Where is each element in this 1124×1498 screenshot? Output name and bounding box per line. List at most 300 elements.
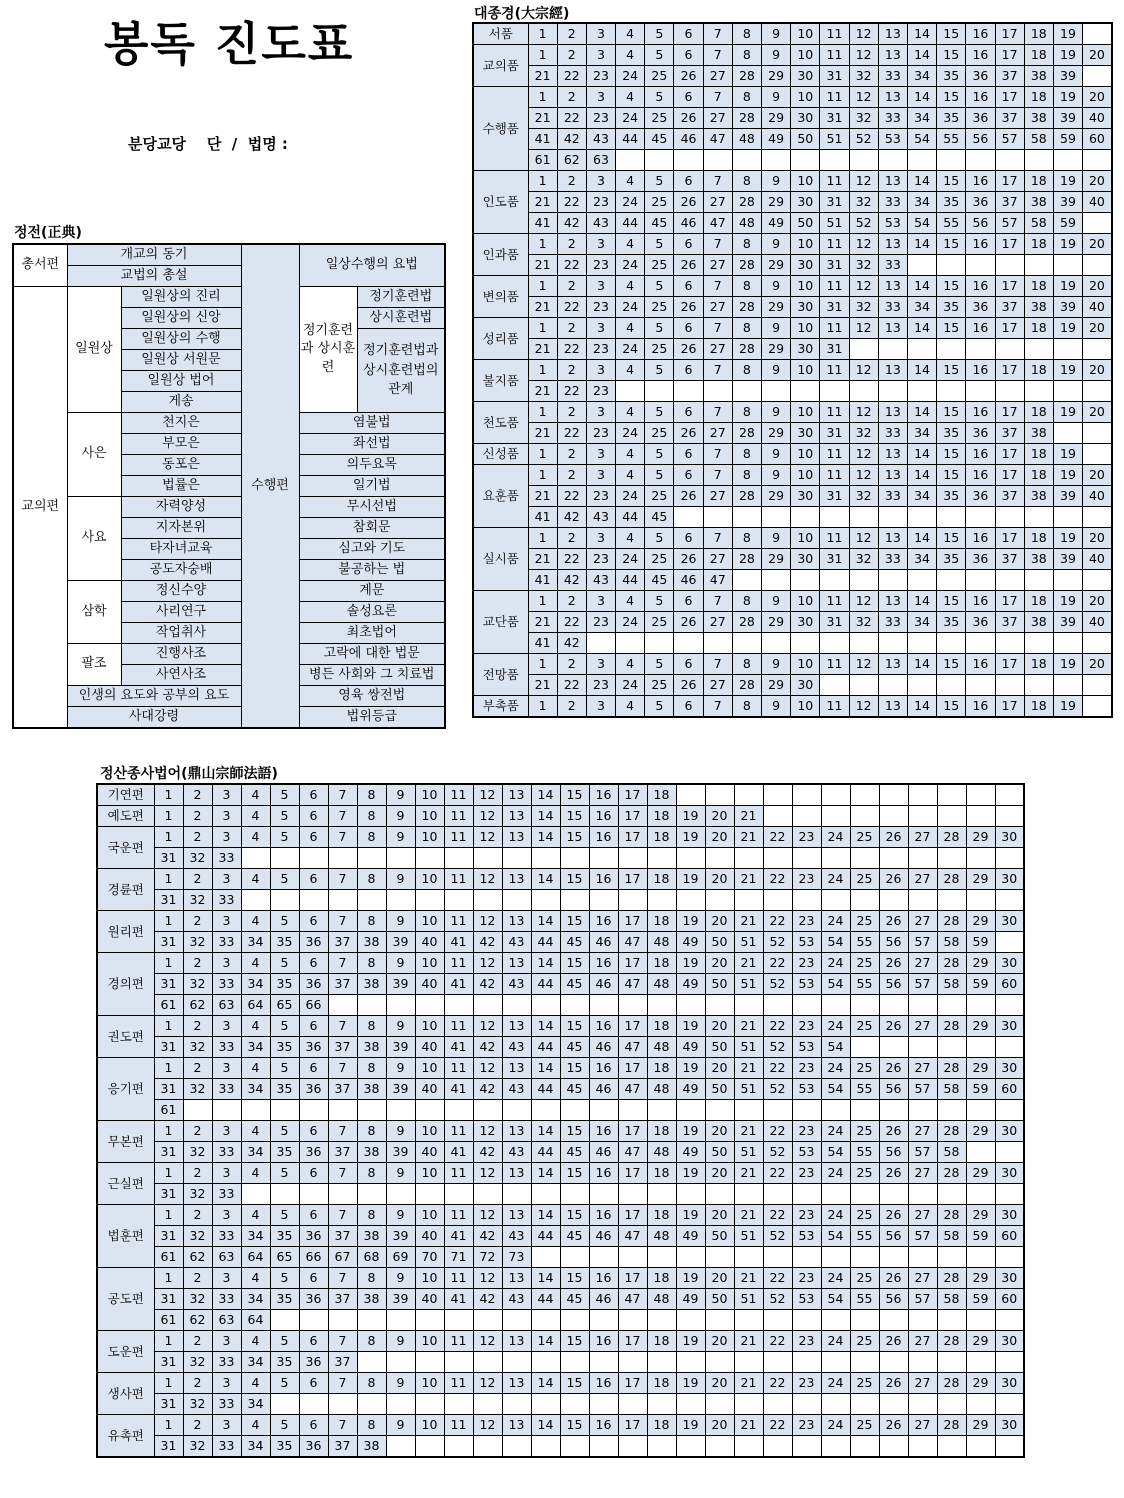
verse-cell[interactable]: 41 [528, 213, 557, 234]
verse-cell[interactable]: 10 [791, 402, 820, 423]
verse-cell[interactable]: 18 [647, 1016, 676, 1037]
verse-cell[interactable]: 55 [850, 974, 879, 995]
verse-cell[interactable]: 23 [586, 549, 615, 570]
verse-cell[interactable]: 18 [647, 806, 676, 827]
verse-cell[interactable]: 27 [908, 1121, 937, 1142]
verse-cell[interactable]: 66 [299, 995, 328, 1016]
verse-cell[interactable]: 26 [879, 1205, 908, 1226]
verse-cell[interactable]: 7 [328, 827, 357, 848]
verse-cell[interactable]: 27 [703, 612, 732, 633]
ilwonsang-item[interactable]: 게송 [121, 392, 241, 413]
verse-cell[interactable]: 11 [444, 806, 473, 827]
verse-cell[interactable]: 14 [531, 1415, 560, 1436]
verse-cell[interactable]: 11 [444, 784, 473, 806]
verse-cell[interactable]: 4 [616, 402, 645, 423]
verse-cell[interactable]: 30 [995, 1331, 1024, 1352]
verse-cell[interactable]: 35 [270, 1352, 299, 1373]
verse-cell[interactable]: 5 [270, 1415, 299, 1436]
verse-cell[interactable]: 10 [791, 23, 820, 45]
verse-cell[interactable]: 63 [586, 150, 615, 171]
verse-cell[interactable]: 41 [444, 1037, 473, 1058]
verse-cell[interactable]: 20 [1083, 276, 1112, 297]
verse-cell[interactable]: 48 [647, 1226, 676, 1247]
verse-cell[interactable]: 2 [557, 87, 586, 108]
verse-cell[interactable]: 52 [763, 1289, 792, 1310]
verse-cell[interactable]: 11 [820, 402, 849, 423]
verse-cell[interactable]: 33 [212, 890, 241, 911]
verse-cell[interactable]: 24 [616, 255, 645, 276]
verse-cell[interactable]: 8 [732, 171, 761, 192]
verse-cell[interactable]: 43 [586, 507, 615, 528]
ilwonsang-item[interactable]: 일원상 서원문 [121, 350, 241, 371]
verse-cell[interactable]: 23 [792, 1268, 821, 1289]
verse-cell[interactable]: 18 [1024, 234, 1053, 255]
verse-cell[interactable]: 12 [473, 869, 502, 890]
verse-cell[interactable]: 15 [560, 869, 589, 890]
verse-cell[interactable]: 11 [820, 318, 849, 339]
verse-cell[interactable]: 44 [616, 129, 645, 150]
verse-cell[interactable]: 8 [357, 1205, 386, 1226]
verse-cell[interactable]: 1 [154, 784, 183, 806]
verse-cell[interactable]: 14 [531, 1268, 560, 1289]
verse-cell[interactable]: 8 [732, 318, 761, 339]
verse-cell[interactable]: 48 [647, 1142, 676, 1163]
verse-cell[interactable]: 7 [328, 1268, 357, 1289]
verse-cell[interactable]: 26 [879, 1058, 908, 1079]
verse-cell[interactable]: 21 [734, 1415, 763, 1436]
verse-cell[interactable]: 12 [849, 171, 878, 192]
verse-cell[interactable]: 7 [703, 45, 732, 66]
verse-cell[interactable]: 12 [473, 1058, 502, 1079]
verse-cell[interactable]: 33 [212, 974, 241, 995]
verse-cell[interactable]: 38 [357, 932, 386, 953]
verse-cell[interactable]: 23 [792, 1205, 821, 1226]
verse-cell[interactable]: 13 [878, 234, 907, 255]
verse-cell[interactable]: 29 [762, 339, 791, 360]
verse-cell[interactable]: 51 [820, 213, 849, 234]
verse-cell[interactable]: 4 [616, 591, 645, 612]
verse-cell[interactable]: 41 [528, 129, 557, 150]
verse-cell[interactable]: 11 [820, 360, 849, 381]
sadae-item[interactable]: 사대강령 [67, 707, 241, 729]
verse-cell[interactable]: 27 [703, 339, 732, 360]
verse-cell[interactable]: 5 [270, 784, 299, 806]
verse-cell[interactable]: 20 [1083, 360, 1112, 381]
verse-cell[interactable]: 17 [995, 87, 1024, 108]
verse-cell[interactable]: 47 [618, 1289, 647, 1310]
verse-cell[interactable]: 25 [645, 486, 674, 507]
verse-cell[interactable]: 4 [241, 869, 270, 890]
verse-cell[interactable]: 1 [154, 827, 183, 848]
verse-cell[interactable]: 50 [705, 974, 734, 995]
verse-cell[interactable]: 21 [528, 612, 557, 633]
verse-cell[interactable]: 19 [1053, 591, 1082, 612]
verse-cell[interactable]: 16 [589, 1163, 618, 1184]
verse-cell[interactable]: 20 [1083, 45, 1112, 66]
verse-cell[interactable]: 3 [586, 234, 615, 255]
verse-cell[interactable]: 71 [444, 1247, 473, 1268]
verse-cell[interactable]: 47 [618, 1226, 647, 1247]
verse-cell[interactable]: 19 [676, 953, 705, 974]
verse-cell[interactable]: 10 [415, 1331, 444, 1352]
verse-cell[interactable]: 20 [705, 1121, 734, 1142]
verse-cell[interactable]: 17 [618, 806, 647, 827]
verse-cell[interactable]: 32 [849, 108, 878, 129]
verse-cell[interactable]: 15 [560, 911, 589, 932]
verse-cell[interactable]: 23 [586, 108, 615, 129]
verse-cell[interactable]: 29 [762, 192, 791, 213]
verse-cell[interactable]: 5 [645, 45, 674, 66]
verse-cell[interactable]: 27 [908, 911, 937, 932]
verse-cell[interactable]: 18 [1024, 23, 1053, 45]
verse-cell[interactable]: 42 [473, 1142, 502, 1163]
verse-cell[interactable]: 39 [1053, 297, 1082, 318]
verse-cell[interactable]: 19 [676, 1415, 705, 1436]
verse-cell[interactable]: 6 [674, 444, 703, 465]
verse-cell[interactable]: 40 [1083, 108, 1112, 129]
verse-cell[interactable]: 3 [586, 444, 615, 465]
verse-cell[interactable]: 24 [821, 1163, 850, 1184]
verse-cell[interactable]: 23 [586, 486, 615, 507]
verse-cell[interactable]: 33 [212, 1142, 241, 1163]
verse-cell[interactable]: 13 [878, 360, 907, 381]
verse-cell[interactable]: 48 [647, 932, 676, 953]
verse-cell[interactable]: 11 [444, 953, 473, 974]
verse-cell[interactable]: 12 [473, 1268, 502, 1289]
verse-cell[interactable]: 3 [212, 827, 241, 848]
verse-cell[interactable]: 45 [560, 974, 589, 995]
verse-cell[interactable]: 39 [1053, 612, 1082, 633]
verse-cell[interactable]: 14 [531, 1163, 560, 1184]
verse-cell[interactable]: 12 [849, 444, 878, 465]
verse-cell[interactable]: 54 [821, 1142, 850, 1163]
verse-cell[interactable]: 16 [589, 1268, 618, 1289]
ilsang-item[interactable]: 일상수행의 요법 [299, 244, 445, 287]
verse-cell[interactable]: 24 [821, 1205, 850, 1226]
verse-cell[interactable]: 9 [386, 1205, 415, 1226]
verse-cell[interactable]: 10 [791, 465, 820, 486]
verse-cell[interactable]: 24 [821, 1373, 850, 1394]
verse-cell[interactable]: 32 [183, 1079, 212, 1100]
verse-cell[interactable]: 59 [1053, 129, 1082, 150]
verse-cell[interactable]: 40 [1083, 297, 1112, 318]
verse-cell[interactable]: 12 [473, 1331, 502, 1352]
verse-cell[interactable]: 28 [937, 1373, 966, 1394]
verse-cell[interactable]: 37 [328, 974, 357, 995]
verse-cell[interactable]: 4 [616, 171, 645, 192]
verse-cell[interactable]: 6 [674, 23, 703, 45]
verse-cell[interactable]: 25 [850, 953, 879, 974]
verse-cell[interactable]: 40 [415, 1226, 444, 1247]
verse-cell[interactable]: 1 [528, 591, 557, 612]
verse-cell[interactable]: 25 [645, 549, 674, 570]
verse-cell[interactable]: 48 [647, 1079, 676, 1100]
verse-cell[interactable]: 36 [966, 423, 995, 444]
verse-cell[interactable]: 42 [473, 932, 502, 953]
verse-cell[interactable]: 30 [791, 549, 820, 570]
verse-cell[interactable]: 42 [557, 570, 586, 591]
verse-cell[interactable]: 7 [328, 869, 357, 890]
verse-cell[interactable]: 52 [763, 1079, 792, 1100]
verse-cell[interactable]: 58 [937, 1289, 966, 1310]
verse-cell[interactable]: 44 [616, 213, 645, 234]
verse-cell[interactable]: 21 [734, 1268, 763, 1289]
verse-cell[interactable]: 6 [674, 528, 703, 549]
verse-cell[interactable]: 21 [734, 1058, 763, 1079]
verse-cell[interactable]: 29 [762, 675, 791, 696]
verse-cell[interactable]: 15 [937, 318, 966, 339]
verse-cell[interactable]: 18 [1024, 318, 1053, 339]
verse-cell[interactable]: 42 [473, 1226, 502, 1247]
verse-cell[interactable]: 10 [791, 444, 820, 465]
verse-cell[interactable]: 15 [560, 1121, 589, 1142]
verse-cell[interactable]: 2 [557, 318, 586, 339]
verse-cell[interactable]: 29 [966, 911, 995, 932]
verse-cell[interactable]: 14 [531, 827, 560, 848]
suhaeng-item[interactable]: 고락에 대한 법문 [299, 644, 445, 665]
verse-cell[interactable]: 34 [241, 1142, 270, 1163]
verse-cell[interactable]: 58 [937, 974, 966, 995]
verse-cell[interactable]: 7 [328, 1058, 357, 1079]
verse-cell[interactable]: 20 [1083, 528, 1112, 549]
verse-cell[interactable]: 23 [586, 192, 615, 213]
verse-cell[interactable]: 36 [299, 1352, 328, 1373]
jeonggi-item[interactable]: 상시훈련법 [357, 308, 445, 329]
verse-cell[interactable]: 20 [1083, 171, 1112, 192]
verse-cell[interactable]: 26 [879, 1331, 908, 1352]
verse-cell[interactable]: 28 [732, 297, 761, 318]
verse-cell[interactable]: 26 [674, 423, 703, 444]
verse-cell[interactable]: 1 [154, 1016, 183, 1037]
verse-cell[interactable]: 9 [762, 234, 791, 255]
verse-cell[interactable]: 47 [703, 129, 732, 150]
verse-cell[interactable]: 20 [705, 1268, 734, 1289]
verse-cell[interactable]: 38 [1024, 549, 1053, 570]
verse-cell[interactable]: 68 [357, 1247, 386, 1268]
verse-cell[interactable]: 23 [586, 423, 615, 444]
verse-cell[interactable]: 35 [937, 612, 966, 633]
verse-cell[interactable]: 12 [849, 23, 878, 45]
verse-cell[interactable]: 21 [528, 66, 557, 87]
verse-cell[interactable]: 21 [734, 953, 763, 974]
verse-cell[interactable]: 17 [618, 1163, 647, 1184]
verse-cell[interactable]: 31 [820, 339, 849, 360]
verse-cell[interactable]: 19 [676, 911, 705, 932]
verse-cell[interactable]: 21 [734, 1373, 763, 1394]
verse-cell[interactable]: 57 [908, 932, 937, 953]
verse-cell[interactable]: 49 [676, 1289, 705, 1310]
verse-cell[interactable]: 39 [386, 974, 415, 995]
verse-cell[interactable]: 50 [705, 1289, 734, 1310]
verse-cell[interactable]: 15 [560, 1058, 589, 1079]
verse-cell[interactable]: 22 [557, 66, 586, 87]
verse-cell[interactable]: 1 [154, 1415, 183, 1436]
verse-cell[interactable]: 3 [212, 784, 241, 806]
verse-cell[interactable]: 57 [995, 129, 1024, 150]
verse-cell[interactable]: 33 [878, 486, 907, 507]
verse-cell[interactable]: 22 [557, 192, 586, 213]
verse-cell[interactable]: 15 [560, 953, 589, 974]
verse-cell[interactable]: 59 [1053, 213, 1082, 234]
verse-cell[interactable]: 14 [907, 234, 936, 255]
verse-cell[interactable]: 21 [528, 675, 557, 696]
verse-cell[interactable]: 5 [645, 444, 674, 465]
suhaeng-item[interactable]: 불공하는 법 [299, 560, 445, 581]
verse-cell[interactable]: 38 [357, 1436, 386, 1458]
verse-cell[interactable]: 33 [212, 1226, 241, 1247]
verse-cell[interactable]: 25 [645, 192, 674, 213]
verse-cell[interactable]: 44 [531, 1079, 560, 1100]
verse-cell[interactable]: 6 [674, 402, 703, 423]
verse-cell[interactable]: 27 [703, 297, 732, 318]
verse-cell[interactable]: 15 [560, 1373, 589, 1394]
verse-cell[interactable]: 25 [850, 1268, 879, 1289]
verse-cell[interactable]: 58 [937, 1142, 966, 1163]
verse-cell[interactable]: 21 [528, 255, 557, 276]
verse-cell[interactable]: 23 [792, 1373, 821, 1394]
verse-cell[interactable]: 34 [907, 612, 936, 633]
verse-cell[interactable]: 35 [937, 192, 966, 213]
verse-cell[interactable]: 29 [762, 255, 791, 276]
verse-cell[interactable]: 2 [183, 1205, 212, 1226]
verse-cell[interactable]: 15 [937, 444, 966, 465]
verse-cell[interactable]: 12 [849, 360, 878, 381]
verse-cell[interactable]: 34 [241, 1394, 270, 1415]
verse-cell[interactable]: 36 [299, 1289, 328, 1310]
verse-cell[interactable]: 6 [299, 827, 328, 848]
verse-cell[interactable]: 56 [879, 1289, 908, 1310]
verse-cell[interactable]: 1 [528, 318, 557, 339]
verse-cell[interactable]: 11 [820, 696, 849, 718]
verse-cell[interactable]: 29 [762, 486, 791, 507]
verse-cell[interactable]: 13 [878, 654, 907, 675]
verse-cell[interactable]: 14 [531, 1121, 560, 1142]
verse-cell[interactable]: 4 [241, 1016, 270, 1037]
verse-cell[interactable]: 31 [154, 1142, 183, 1163]
verse-cell[interactable]: 12 [473, 1163, 502, 1184]
verse-cell[interactable]: 51 [734, 1079, 763, 1100]
verse-cell[interactable]: 15 [560, 1415, 589, 1436]
verse-cell[interactable]: 17 [995, 360, 1024, 381]
verse-cell[interactable]: 44 [531, 1289, 560, 1310]
verse-cell[interactable]: 32 [849, 297, 878, 318]
verse-cell[interactable]: 20 [705, 1373, 734, 1394]
verse-cell[interactable]: 40 [415, 932, 444, 953]
verse-cell[interactable]: 33 [878, 549, 907, 570]
verse-cell[interactable]: 10 [791, 45, 820, 66]
verse-cell[interactable]: 19 [676, 1016, 705, 1037]
verse-cell[interactable]: 31 [154, 1394, 183, 1415]
verse-cell[interactable]: 5 [270, 1016, 299, 1037]
verse-cell[interactable]: 30 [995, 1205, 1024, 1226]
verse-cell[interactable]: 27 [908, 1016, 937, 1037]
verse-cell[interactable]: 25 [645, 297, 674, 318]
verse-cell[interactable]: 48 [732, 129, 761, 150]
verse-cell[interactable]: 46 [589, 1142, 618, 1163]
verse-cell[interactable]: 2 [183, 1016, 212, 1037]
verse-cell[interactable]: 32 [183, 932, 212, 953]
verse-cell[interactable]: 7 [328, 911, 357, 932]
verse-cell[interactable]: 22 [557, 486, 586, 507]
verse-cell[interactable]: 63 [212, 1310, 241, 1331]
verse-cell[interactable]: 19 [676, 1163, 705, 1184]
verse-cell[interactable]: 7 [328, 1205, 357, 1226]
verse-cell[interactable]: 12 [849, 402, 878, 423]
verse-cell[interactable]: 34 [241, 1037, 270, 1058]
verse-cell[interactable]: 8 [732, 87, 761, 108]
verse-cell[interactable]: 35 [937, 423, 966, 444]
verse-cell[interactable]: 16 [966, 318, 995, 339]
verse-cell[interactable]: 4 [616, 87, 645, 108]
verse-cell[interactable]: 37 [328, 1226, 357, 1247]
verse-cell[interactable]: 24 [821, 869, 850, 890]
verse-cell[interactable]: 62 [183, 995, 212, 1016]
verse-cell[interactable]: 26 [879, 953, 908, 974]
verse-cell[interactable]: 18 [1024, 360, 1053, 381]
verse-cell[interactable]: 19 [1053, 23, 1082, 45]
verse-cell[interactable]: 39 [386, 932, 415, 953]
verse-cell[interactable]: 13 [502, 827, 531, 848]
verse-cell[interactable]: 11 [444, 1373, 473, 1394]
verse-cell[interactable]: 2 [557, 171, 586, 192]
verse-cell[interactable]: 4 [616, 360, 645, 381]
verse-cell[interactable]: 14 [907, 87, 936, 108]
verse-cell[interactable]: 11 [820, 45, 849, 66]
verse-cell[interactable]: 23 [792, 869, 821, 890]
verse-cell[interactable]: 6 [299, 1121, 328, 1142]
verse-cell[interactable]: 22 [763, 1268, 792, 1289]
verse-cell[interactable]: 5 [645, 276, 674, 297]
verse-cell[interactable]: 15 [937, 654, 966, 675]
verse-cell[interactable]: 10 [415, 806, 444, 827]
verse-cell[interactable]: 27 [908, 827, 937, 848]
verse-cell[interactable]: 57 [908, 974, 937, 995]
verse-cell[interactable]: 18 [647, 1373, 676, 1394]
verse-cell[interactable]: 35 [270, 1037, 299, 1058]
verse-cell[interactable]: 54 [821, 1226, 850, 1247]
verse-cell[interactable]: 24 [616, 486, 645, 507]
verse-cell[interactable]: 24 [821, 1331, 850, 1352]
verse-cell[interactable]: 30 [995, 1163, 1024, 1184]
verse-cell[interactable]: 16 [966, 45, 995, 66]
verse-cell[interactable]: 24 [821, 953, 850, 974]
verse-cell[interactable]: 73 [502, 1247, 531, 1268]
verse-cell[interactable]: 18 [1024, 654, 1053, 675]
verse-cell[interactable]: 18 [647, 827, 676, 848]
verse-cell[interactable]: 19 [1053, 318, 1082, 339]
suhaeng-item[interactable]: 좌선법 [299, 434, 445, 455]
verse-cell[interactable]: 61 [154, 1247, 183, 1268]
verse-cell[interactable]: 3 [586, 528, 615, 549]
verse-cell[interactable]: 23 [586, 255, 615, 276]
suhaeng-item[interactable]: 병든 사회와 그 치료법 [299, 665, 445, 686]
verse-cell[interactable]: 16 [966, 276, 995, 297]
verse-cell[interactable]: 4 [616, 234, 645, 255]
verse-cell[interactable]: 1 [154, 1331, 183, 1352]
verse-cell[interactable]: 15 [937, 87, 966, 108]
verse-cell[interactable]: 13 [502, 1121, 531, 1142]
verse-cell[interactable]: 39 [1053, 486, 1082, 507]
verse-cell[interactable]: 20 [705, 911, 734, 932]
verse-cell[interactable]: 9 [386, 911, 415, 932]
verse-cell[interactable]: 10 [415, 1121, 444, 1142]
verse-cell[interactable]: 54 [907, 213, 936, 234]
verse-cell[interactable]: 19 [676, 1121, 705, 1142]
verse-cell[interactable]: 45 [560, 1079, 589, 1100]
verse-cell[interactable]: 6 [299, 911, 328, 932]
verse-cell[interactable]: 4 [616, 528, 645, 549]
verse-cell[interactable]: 50 [705, 1079, 734, 1100]
